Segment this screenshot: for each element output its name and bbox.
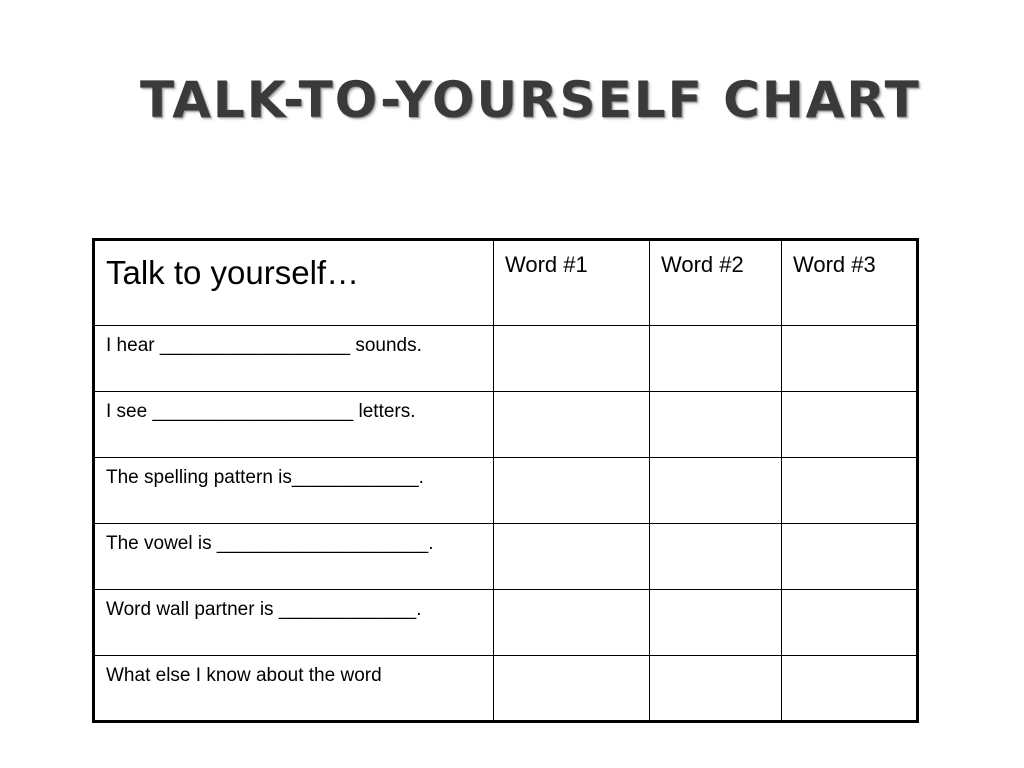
answer-cell-word-2[interactable] [650,524,782,590]
prompt-word-wall-partner: Word wall partner is _____________. [106,599,422,620]
prompt-cell [94,458,494,524]
answer-cell-word-1[interactable] [494,656,650,722]
answer-cell-word-2[interactable] [650,326,782,392]
prompt-vowel: The vowel is ____________________. [106,533,434,554]
answer-cell-word-2[interactable] [650,590,782,656]
header-word-2: Word #2 [650,240,782,326]
answer-cell-word-2[interactable] [650,656,782,722]
answer-cell-word-2[interactable] [650,458,782,524]
header-word-1: Word #1 [494,240,650,326]
table-row [94,656,918,722]
answer-cell-word-1[interactable] [494,458,650,524]
table-row [94,392,918,458]
answer-cell-word-3[interactable] [782,392,918,458]
answer-cell-word-1[interactable] [494,392,650,458]
answer-cell-word-3[interactable] [782,590,918,656]
slide-title: TALK-TO-YOURSELF CHART [140,71,921,129]
prompt-cell [94,326,494,392]
answer-cell-word-1[interactable] [494,524,650,590]
talk-to-yourself-table [92,238,919,723]
answer-cell-word-3[interactable] [782,524,918,590]
header-talk-to-yourself: Talk to yourself… [94,240,494,326]
prompt-i-see: I see ___________________ letters. [106,401,416,422]
answer-cell-word-3[interactable] [782,458,918,524]
header-word-3: Word #3 [782,240,918,326]
prompt-cell [94,656,494,722]
answer-cell-word-1[interactable] [494,326,650,392]
answer-cell-word-3[interactable] [782,326,918,392]
table-row [94,326,918,392]
prompt-i-hear: I hear __________________ sounds. [106,335,422,356]
table-header-row [94,240,918,326]
answer-cell-word-2[interactable] [650,392,782,458]
prompt-cell [94,524,494,590]
answer-cell-word-3[interactable] [782,656,918,722]
prompt-cell [94,590,494,656]
prompt-spelling-pattern: The spelling pattern is____________. [106,467,424,488]
table-row [94,524,918,590]
prompt-cell [94,392,494,458]
answer-cell-word-1[interactable] [494,590,650,656]
table-row [94,458,918,524]
prompt-what-else: What else I know about the word [106,665,382,686]
table-row [94,590,918,656]
